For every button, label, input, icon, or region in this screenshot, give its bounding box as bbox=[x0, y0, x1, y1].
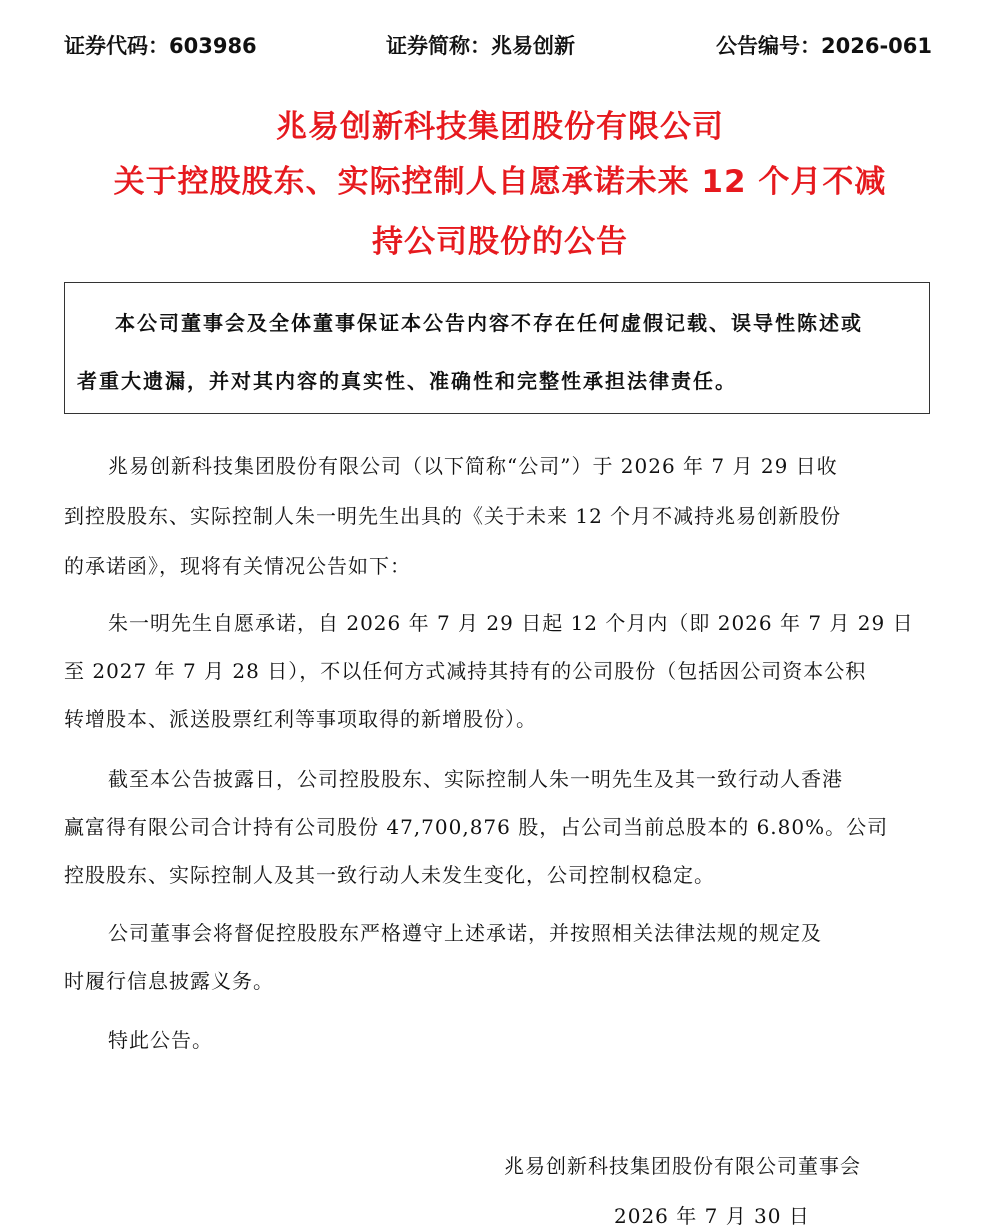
paragraph-4-line-2: 时履行信息披露义务。 bbox=[64, 969, 274, 993]
board-guarantee-box bbox=[64, 282, 930, 414]
paragraph-1-line-1: 兆易创新科技集团股份有限公司（以下简称“公司”）于 2026 年 7 月 29 日收 bbox=[108, 454, 838, 478]
paragraph-3-line-3: 控股股东、实际控制人及其一致行动人未发生变化，公司控制权稳定。 bbox=[64, 863, 715, 887]
stock-abbreviation: 证券简称：兆易创新 bbox=[386, 34, 575, 58]
title-line-3: 持公司股份的公告 bbox=[372, 224, 628, 260]
closing-statement: 特此公告。 bbox=[108, 1028, 213, 1052]
signature-date: 2026 年 7 月 30 日 bbox=[614, 1204, 810, 1228]
paragraph-4-line-1: 公司董事会将督促控股股东严格遵守上述承诺，并按照相关法律法规的规定及 bbox=[108, 921, 822, 945]
paragraph-3-line-1: 截至本公告披露日，公司控股股东、实际控制人朱一明先生及其一致行动人香港 bbox=[108, 767, 843, 791]
document-header bbox=[64, 30, 932, 64]
paragraph-3-line-2: 赢富得有限公司合计持有公司股份 47,700,876 股，占公司当前总股本的 6.80%。公司 bbox=[64, 815, 889, 839]
notice-number: 公告编号：2026-061 bbox=[716, 34, 932, 58]
stock-code: 证券代码：603986 bbox=[64, 34, 257, 58]
signature-organization: 兆易创新科技集团股份有限公司董事会 bbox=[504, 1154, 861, 1178]
paragraph-2-line-1: 朱一明先生自愿承诺，自 2026 年 7 月 29 日起 12 个月内（即 2026 年 7 月 29 日 bbox=[108, 611, 914, 635]
guarantee-line-2: 者重大遗漏，并对其内容的真实性、准确性和完整性承担法律责任。 bbox=[77, 369, 737, 393]
paragraph-2-line-3: 转增股本、派送股票红利等事项取得的新增股份）。 bbox=[64, 707, 537, 731]
paragraph-2-line-2: 至 2027 年 7 月 28 日），不以任何方式减持其持有的公司股份（包括因公司资本公积 bbox=[64, 659, 867, 683]
paragraph-1-line-2: 到控股股东、实际控制人朱一明先生出具的《关于未来 12 个月不减持兆易创新股份 bbox=[64, 504, 842, 528]
guarantee-line-1: 本公司董事会及全体董事保证本公告内容不存在任何虚假记载、误导性陈述或 bbox=[115, 311, 863, 335]
title-line-1: 兆易创新科技集团股份有限公司 bbox=[276, 109, 724, 145]
title-line-2: 关于控股股东、实际控制人自愿承诺未来 12 个月不减 bbox=[113, 164, 887, 200]
paragraph-1-line-3: 的承诺函》，现将有关情况公告如下： bbox=[64, 554, 411, 578]
